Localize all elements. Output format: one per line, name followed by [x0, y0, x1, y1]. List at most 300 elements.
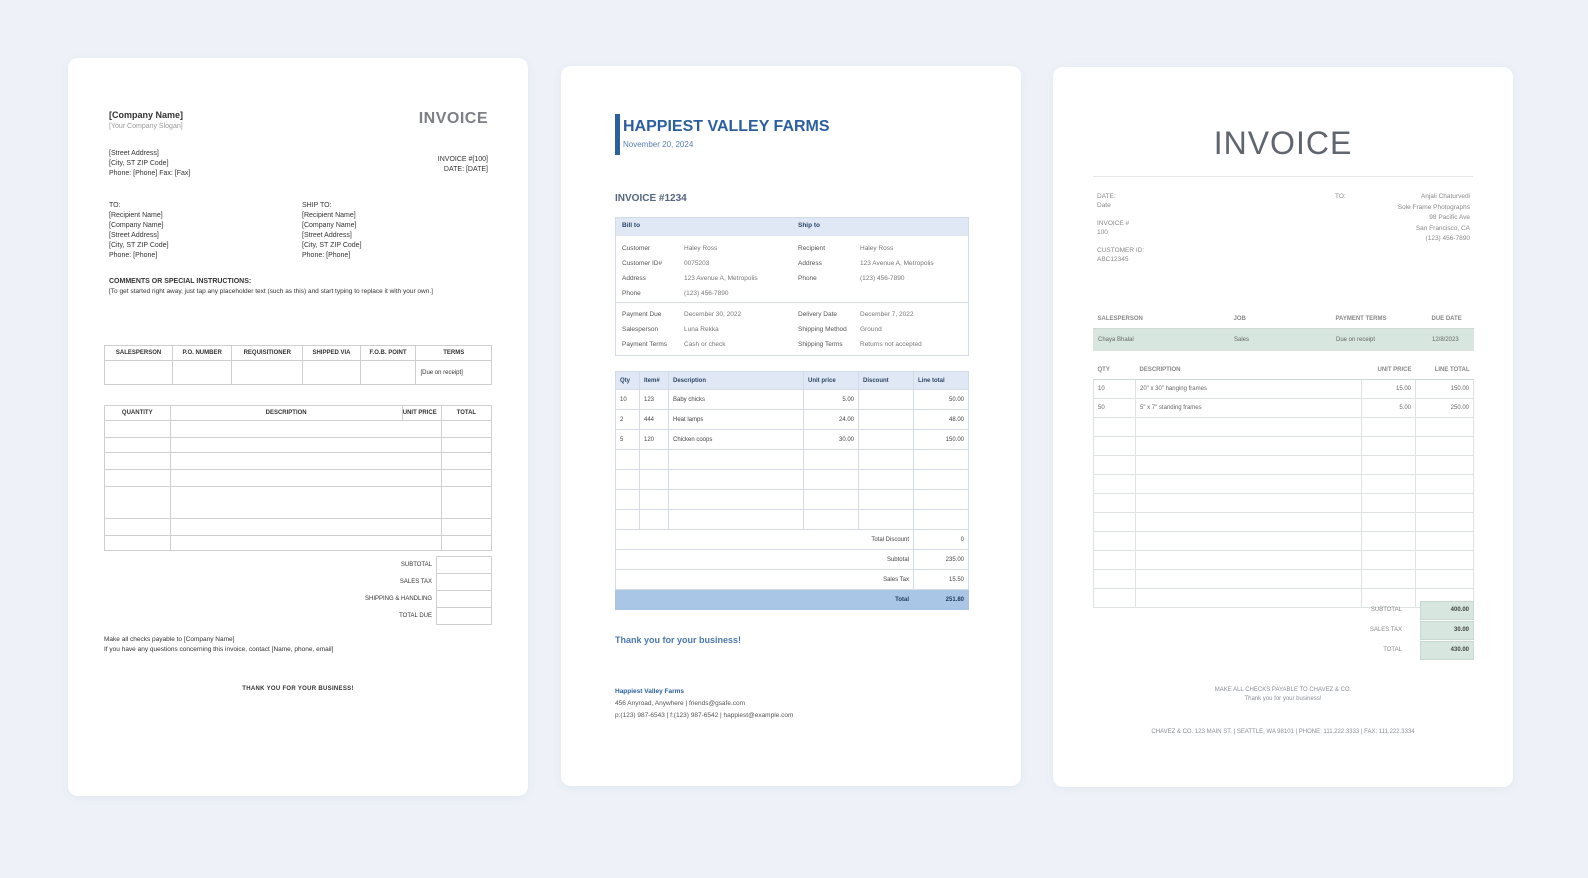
totals-row	[616, 570, 969, 590]
table-row	[1094, 380, 1474, 399]
field-value: Luna Rekka	[684, 326, 719, 333]
cell	[441, 536, 491, 551]
field-value: December 7, 2022	[860, 311, 914, 318]
cell	[859, 470, 914, 490]
delivery-labels	[798, 307, 847, 352]
meta-line: ABC12345	[1097, 256, 1129, 263]
cell	[804, 510, 859, 530]
to-line: [Street Address]	[109, 232, 159, 239]
shipping-label: SHIPPING & HANDLING	[364, 595, 432, 602]
order-info-table	[104, 345, 492, 385]
cell	[1094, 570, 1136, 589]
cell	[1362, 475, 1416, 494]
invoice-date: DATE: [DATE]	[443, 166, 488, 173]
table-row	[1094, 437, 1474, 456]
cell	[640, 470, 669, 490]
table-row	[1094, 494, 1474, 513]
cell	[1136, 513, 1362, 532]
total-discount-value: 0	[914, 530, 969, 550]
table-row	[1094, 418, 1474, 437]
thank-you-text: Thank you for your business!	[615, 635, 742, 645]
invoice-title: INVOICE	[418, 110, 488, 127]
subtotal-label: SUBTOTAL	[1370, 607, 1402, 613]
cell	[1362, 418, 1416, 437]
col-header: Line total	[914, 372, 969, 390]
col-header: Unit price	[804, 372, 859, 390]
col-header: DESCRIPTION	[170, 406, 402, 421]
footer-company: Happiest Valley Farms	[615, 688, 685, 695]
totals-row	[1093, 600, 1474, 620]
cell	[1416, 418, 1474, 437]
discount-cell	[859, 410, 914, 430]
cell	[616, 450, 640, 470]
grand-total-label: Total	[616, 590, 914, 610]
desc-cell: Heat lamps	[669, 410, 804, 430]
cell	[170, 536, 441, 551]
sales-tax-value	[436, 573, 492, 591]
qty-cell: 10	[616, 390, 640, 410]
cell	[170, 470, 441, 487]
item-cell: 123	[640, 390, 669, 410]
cell	[1094, 475, 1136, 494]
thank-you-text: THANK YOU FOR YOUR BUSINESS!	[242, 686, 354, 692]
meta-line: 100	[1097, 229, 1108, 236]
field-value: (123) 456-7890	[684, 290, 729, 297]
table-row	[1094, 551, 1474, 570]
table-row	[616, 390, 969, 410]
address-line: Phone: [Phone] Fax: [Fax]	[109, 170, 191, 177]
total-due-label: TOTAL DUE	[399, 612, 432, 619]
invoice-number: INVOICE #[100]	[437, 156, 488, 163]
field-label: Shipping Terms	[798, 341, 843, 348]
totals-row	[1093, 620, 1474, 640]
totals-block	[1093, 600, 1474, 660]
ship-to-line: [Company Name]	[302, 222, 357, 229]
cell	[859, 510, 914, 530]
company-name: [Company Name]	[109, 110, 184, 120]
ship-to-line: SHIP TO:	[302, 202, 332, 209]
to-line: Sole Frame Photographs	[1397, 203, 1470, 211]
accent-bar	[615, 114, 620, 155]
cell	[616, 470, 640, 490]
field-label: Address	[798, 260, 822, 267]
to-block	[1398, 192, 1470, 245]
field-value: 123 Avenue A, Metropolis	[684, 275, 758, 282]
col-header: P.O. NUMBER	[173, 346, 232, 361]
footer-address: 456 Anyroad, Anywhere | friends@gsafe.com	[615, 700, 746, 707]
to-line: (123) 456-7890	[1425, 235, 1470, 242]
invoice-template-farms[interactable]	[561, 66, 1021, 786]
totals-row	[104, 556, 492, 573]
field-label: Recipient	[798, 245, 826, 252]
customer-box	[615, 217, 969, 356]
price-cell: 15.00	[1362, 380, 1416, 399]
total-discount-label: Total Discount	[616, 530, 914, 550]
col-header: Qty	[616, 372, 640, 390]
field-label: Phone	[798, 275, 817, 282]
company-slogan: [Your Company Slogan]	[109, 123, 183, 130]
cell	[1136, 570, 1362, 589]
cell	[1094, 513, 1136, 532]
cell	[914, 470, 969, 490]
to-line: [Recipient Name]	[109, 212, 163, 219]
table-row	[1094, 513, 1474, 532]
qty-cell: 5	[616, 430, 640, 450]
cell	[859, 450, 914, 470]
payment-labels	[622, 307, 667, 352]
ship-to-line: [Street Address]	[302, 232, 352, 239]
invoice-template-minimal[interactable]	[1053, 67, 1513, 787]
to-line: 98 Pacific Ave	[1429, 214, 1470, 221]
ship-to-heading: Ship to	[798, 222, 821, 229]
cell	[170, 519, 441, 536]
cell	[1416, 475, 1474, 494]
payment-terms-cell: Due on receipt	[1332, 329, 1428, 351]
totals-row	[104, 590, 492, 607]
cell	[640, 510, 669, 530]
payment-values	[684, 307, 741, 352]
sales-tax-label: SALES TAX	[399, 578, 432, 585]
spacer	[1097, 237, 1144, 246]
col-header: TERMS	[416, 346, 492, 361]
cell	[360, 361, 416, 385]
table-row	[1094, 570, 1474, 589]
to-line: [City, ST ZIP Code]	[109, 242, 169, 249]
subtotal-label: SUBTOTAL	[400, 561, 432, 568]
total-value: 430.00	[1420, 641, 1474, 660]
cell	[441, 470, 491, 487]
field-label: Customer	[622, 245, 651, 252]
invoice-title: INVOICE	[1213, 125, 1353, 161]
cell	[1362, 513, 1416, 532]
cell	[1416, 570, 1474, 589]
divider	[1093, 176, 1473, 177]
cell	[1416, 494, 1474, 513]
col-header: LINE TOTAL	[1416, 361, 1474, 380]
table-row	[616, 410, 969, 430]
cell	[105, 361, 173, 385]
col-header: JOB	[1230, 310, 1332, 329]
totals-block	[104, 556, 492, 624]
col-header: Description	[669, 372, 804, 390]
totals-row	[1093, 640, 1474, 660]
cell	[441, 453, 491, 470]
col-header: PAYMENT TERMS	[1332, 310, 1428, 329]
address-line: [Street Address]	[109, 150, 159, 157]
meta-line: CUSTOMER ID:	[1097, 247, 1145, 254]
cell	[1416, 437, 1474, 456]
cell	[1416, 513, 1474, 532]
sales-tax-label: SALES TAX	[1369, 627, 1402, 633]
cell	[914, 490, 969, 510]
cell	[441, 487, 491, 519]
price-cell: 5.00	[1362, 399, 1416, 418]
note-line: Make all checks payable to [Company Name]	[104, 636, 235, 643]
subtotal-value	[436, 556, 492, 574]
qty-cell: 2	[616, 410, 640, 430]
col-header: UNIT PRICE	[1362, 361, 1416, 380]
col-header: Discount	[859, 372, 914, 390]
cell	[173, 361, 232, 385]
shipping-value	[436, 590, 492, 608]
field-value: Cash or check	[684, 341, 726, 348]
ship-to-line: [City, ST ZIP Code]	[302, 242, 362, 249]
sales-tax-label: Sales Tax	[616, 570, 914, 590]
field-value: Haley Ross	[860, 245, 894, 252]
cell	[105, 438, 171, 453]
sales-tax-value: 30.00	[1420, 621, 1474, 640]
field-value: Haley Ross	[684, 245, 718, 252]
field-value: 123 Avenue A, Metropolis	[860, 260, 934, 267]
job-table	[1093, 310, 1474, 351]
table-row	[616, 510, 969, 530]
comments-text: [To get started right away, just tap any placeholder text (such as this) and start typing to replace it with your own.]	[109, 288, 433, 295]
ship-to-values	[860, 241, 934, 286]
cell	[1094, 437, 1136, 456]
to-line: Phone: [Phone]	[109, 252, 158, 259]
totals-row	[104, 607, 492, 624]
cell	[1136, 437, 1362, 456]
cell	[1094, 418, 1136, 437]
invoice-meta	[438, 155, 488, 175]
payment-notes	[104, 635, 333, 655]
cell	[1136, 551, 1362, 570]
cell	[616, 510, 640, 530]
item-cell: 444	[640, 410, 669, 430]
total-cell: 150.00	[914, 430, 969, 450]
table-row	[616, 490, 969, 510]
field-label: Payment Due	[622, 311, 662, 318]
footer-address: CHAVEZ & CO. 123 MAIN ST. | SEATTLE, WA 98101 | PHONE: 111.222.3333 | FAX: 111.222.3334	[1151, 729, 1415, 735]
field-value: December 30, 2022	[684, 311, 742, 318]
cell	[441, 519, 491, 536]
to-line: San Francisco, CA	[1415, 224, 1470, 232]
qty-cell: 10	[1094, 380, 1136, 399]
table-row	[1094, 532, 1474, 551]
delivery-values	[860, 307, 922, 352]
price-cell: 30.00	[804, 430, 859, 450]
footer-note	[1053, 686, 1513, 704]
to-line: Anjali Chaturvedi	[1420, 193, 1470, 200]
desc-cell: Baby chicks	[669, 390, 804, 410]
field-label: Address	[622, 275, 646, 282]
col-header: QTY	[1094, 361, 1136, 380]
col-header: TOTAL	[441, 406, 491, 421]
cell	[859, 490, 914, 510]
cell	[1362, 494, 1416, 513]
meta-line: DATE:	[1097, 193, 1116, 200]
cell	[914, 450, 969, 470]
col-header: UNIT PRICE	[402, 406, 441, 421]
cell	[105, 453, 171, 470]
col-header: DESCRIPTION	[1136, 361, 1362, 380]
desc-cell: 20" x 30" hanging frames	[1136, 380, 1362, 399]
qty-cell: 50	[1094, 399, 1136, 418]
sender-address	[109, 149, 190, 179]
cell	[105, 470, 171, 487]
ship-to-labels	[798, 241, 825, 286]
field-label: Customer ID#	[622, 260, 663, 267]
cell	[1136, 532, 1362, 551]
field-label: Salesperson	[622, 326, 659, 333]
discount-cell	[859, 390, 914, 410]
cell	[616, 490, 640, 510]
cell	[170, 487, 441, 519]
cell	[303, 361, 360, 385]
cell	[1094, 456, 1136, 475]
sales-tax-value: 15.50	[914, 570, 969, 590]
field-label: Phone	[622, 290, 641, 297]
col-header: REQUISITIONER	[232, 346, 303, 361]
cell	[1416, 456, 1474, 475]
cell	[105, 536, 171, 551]
divider	[616, 302, 968, 303]
desc-cell: 5" x 7" standing frames	[1136, 399, 1362, 418]
invoice-meta	[1097, 192, 1144, 264]
cell	[170, 438, 441, 453]
salesperson-cell: Chaya Bhalal	[1094, 329, 1230, 351]
price-cell: 24.00	[804, 410, 859, 430]
cell	[640, 450, 669, 470]
total-cell: 250.00	[1416, 399, 1474, 418]
cell	[804, 470, 859, 490]
cell	[1136, 456, 1362, 475]
invoice-template-classic[interactable]	[68, 58, 528, 796]
line-items-table	[104, 405, 492, 551]
field-label: Delivery Date	[798, 311, 838, 318]
footer-contact: p:(123) 987-6543 | f:(123) 987-6542 | happiest@example.com	[615, 712, 794, 719]
field-label: Payment Terms	[622, 341, 668, 348]
address-line: [City, ST ZIP Code]	[109, 160, 169, 167]
col-header: SHIPPED VIA	[303, 346, 360, 361]
price-cell: 5.00	[804, 390, 859, 410]
due-date-cell: 12/8/2023	[1428, 329, 1474, 351]
bill-to-values	[684, 241, 758, 301]
cell	[669, 490, 804, 510]
cell	[804, 450, 859, 470]
totals-row	[104, 573, 492, 590]
col-header: F.O.B. POINT	[360, 346, 416, 361]
to-label: TO:	[1335, 193, 1346, 200]
customer-box-header	[616, 218, 968, 236]
field-value: (123) 456-7890	[860, 275, 905, 282]
to-line: TO:	[109, 202, 121, 209]
desc-cell: Chicken coops	[669, 430, 804, 450]
cell	[441, 421, 491, 438]
ship-to-line: [Recipient Name]	[302, 212, 356, 219]
cell	[170, 453, 441, 470]
cell	[1416, 532, 1474, 551]
cell	[105, 519, 171, 536]
col-header: Item#	[640, 372, 669, 390]
total-cell: 150.00	[1416, 380, 1474, 399]
cell	[1362, 570, 1416, 589]
cell	[1362, 456, 1416, 475]
field-value: Ground	[860, 326, 882, 333]
table-row	[1094, 475, 1474, 494]
total-label: TOTAL	[1383, 647, 1402, 653]
cell	[105, 421, 171, 438]
meta-line: INVOICE #	[1097, 220, 1130, 227]
cell	[1362, 532, 1416, 551]
bill-to-labels	[622, 241, 662, 301]
cell	[1416, 551, 1474, 570]
job-cell: Sales	[1230, 329, 1332, 351]
meta-line: Date	[1097, 202, 1111, 209]
cell	[1136, 494, 1362, 513]
cell	[170, 421, 441, 438]
grand-total-value: 251.80	[914, 590, 969, 610]
cell	[441, 438, 491, 453]
table-row	[616, 430, 969, 450]
line-items-table	[1093, 361, 1474, 608]
field-label: Shipping Method	[798, 326, 847, 333]
cell	[669, 510, 804, 530]
ship-to-block	[302, 201, 362, 261]
col-header: QUANTITY	[105, 406, 171, 421]
col-header: SALESPERSON	[1094, 310, 1230, 329]
cell	[669, 470, 804, 490]
cell	[1094, 532, 1136, 551]
cell	[105, 487, 171, 519]
footer-checks: MAKE ALL CHECKS PAYABLE TO CHAVEZ & CO.	[1214, 687, 1352, 693]
cell	[1362, 437, 1416, 456]
totals-row	[616, 550, 969, 570]
invoice-number: INVOICE #1234	[615, 193, 687, 204]
cell	[1094, 551, 1136, 570]
invoice-date: November 20, 2024	[623, 140, 694, 149]
line-items-table	[615, 371, 969, 610]
total-due-value	[436, 607, 492, 625]
total-cell: 50.00	[914, 390, 969, 410]
table-row	[616, 470, 969, 490]
table-row	[616, 450, 969, 470]
company-name: HAPPIEST VALLEY FARMS	[623, 118, 830, 135]
bill-to-heading: Bill to	[622, 222, 641, 229]
cell	[1094, 494, 1136, 513]
ship-to-line: Phone: [Phone]	[302, 252, 351, 259]
cell	[1136, 475, 1362, 494]
cell	[914, 510, 969, 530]
to-line: [Company Name]	[109, 222, 164, 229]
cell	[669, 450, 804, 470]
cell	[640, 490, 669, 510]
note-line: If you have any questions concerning this invoice, contact [Name, phone, email]	[104, 646, 334, 653]
col-header: SALESPERSON	[105, 346, 173, 361]
cell	[1362, 551, 1416, 570]
subtotal-label: Subtotal	[616, 550, 914, 570]
cell	[1136, 418, 1362, 437]
terms-cell: [Due on receipt]	[416, 361, 492, 385]
table-row	[1094, 399, 1474, 418]
cell	[232, 361, 303, 385]
footer-thanks: Thank you for your business!	[1244, 696, 1322, 702]
subtotal-value: 400.00	[1420, 601, 1474, 620]
field-value: 0075203	[684, 260, 710, 267]
total-cell: 48.00	[914, 410, 969, 430]
cell	[804, 490, 859, 510]
item-cell: 120	[640, 430, 669, 450]
subtotal-value: 235.00	[914, 550, 969, 570]
to-block	[109, 201, 169, 261]
spacer	[1097, 210, 1144, 219]
footer	[615, 686, 793, 722]
discount-cell	[859, 430, 914, 450]
totals-row	[616, 530, 969, 550]
table-row	[1094, 456, 1474, 475]
col-header: DUE DATE	[1428, 310, 1474, 329]
grand-total-row	[616, 590, 969, 610]
